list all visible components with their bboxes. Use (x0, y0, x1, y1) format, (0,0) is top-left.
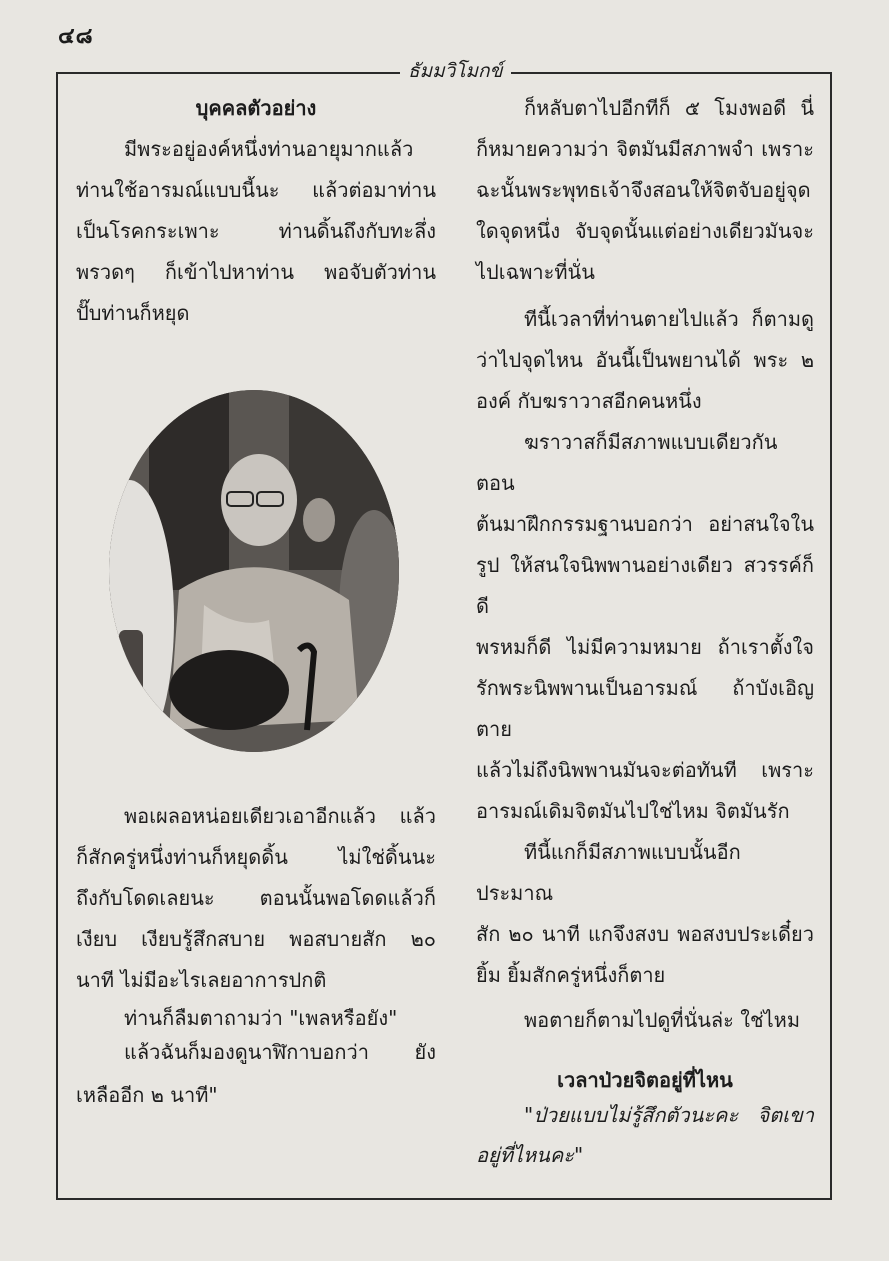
paragraph-line: เป็นโรคกระเพาะ ท่านดิ้นถึงกับทะลึ่ง (76, 219, 436, 243)
paragraph-line: ถึงกับโดดเลยนะ ตอนนั้นพอโดดแล้วก็ (76, 886, 436, 910)
paragraph-line: ทีนี้แกก็มีสภาพแบบนั้นอีกประมาณ (476, 840, 741, 905)
section-heading-example-person: บุคคลตัวอย่าง (195, 96, 317, 120)
paragraph-line: ท่านใช้อารมณ์แบบนี้นะ แล้วต่อมาท่าน (76, 178, 436, 202)
paragraph-line: ว่าไปจุดไหน อันนี้เป็นพยานได้ พระ ๒ (476, 348, 814, 372)
paragraph-line: ท่านก็ลืมตาถามว่า "เพลหรือยัง" (124, 1006, 398, 1030)
quote-line: อยู่ที่ไหนคะ" (476, 1143, 584, 1167)
paragraph-line: ต้นมาฝึกกรรมฐานบอกว่า อย่าสนใจใน (476, 512, 814, 536)
paragraph-line: ยิ้ม ยิ้มสักครู่หนึ่งก็ตาย (476, 963, 666, 987)
page-number: ๔๘ (58, 24, 94, 49)
paragraph-line: แล้วไม่ถึงนิพพานมันจะต่อทันที เพราะ (476, 758, 814, 782)
paragraph-line: มีพระอยู่องค์หนึ่งท่านอายุมากแล้ว (124, 137, 414, 161)
paragraph-line: ปั๊บท่านก็หยุด (76, 301, 190, 325)
paragraph-line: พอเผลอหน่อยเดียวเอาอีกแล้ว แล้ว (124, 804, 436, 828)
right-column (476, 88, 814, 1177)
paragraph-line: ก็สักครู่หนึ่งท่านก็หยุดดิ้น ไม่ใช่ดิ้นนะ (76, 845, 436, 869)
paragraph-line: ฉะนั้นพระพุทธเจ้าจึงสอนให้จิตจับอยู่จุด (476, 178, 811, 202)
paragraph-line: เหลืออีก ๒ นาที" (76, 1083, 218, 1107)
paragraph-line: ทีนี้เวลาที่ท่านตายไปแล้ว ก็ตามดู (524, 307, 814, 331)
paragraph-line: เงียบ เงียบรู้สึกสบาย พอสบายสัก ๒๐ (76, 927, 436, 951)
paragraph-line: องค์ กับฆราวาสอีกคนหนึ่ง (476, 389, 702, 413)
monk-photograph (109, 390, 399, 752)
paragraph-line: ก็หลับตาไปอีกทีก็ ๕ โมงพอดี นี่ (524, 96, 814, 120)
photo-illustration (109, 390, 399, 752)
left-column-bottom (76, 796, 436, 1121)
paragraph-line: อารมณ์เดิมจิตมันไปใช่ไหม จิตมันรัก (476, 799, 790, 823)
paragraph-line: นาที ไม่มีอะไรเลยอาการปกติ (76, 968, 327, 992)
paragraph-line: พรหมก็ดี ไม่มีความหมาย ถ้าเราตั้งใจ (476, 635, 814, 659)
paragraph-line: สัก ๒๐ นาที แกจึงสงบ พอสงบประเดี๋ยว (476, 922, 814, 946)
left-column-top (76, 88, 436, 334)
paragraph-line: แล้วฉันก็มองดูนาฬิกาบอกว่า ยัง (124, 1040, 436, 1064)
paragraph-line: ไปเฉพาะที่นั่น (476, 260, 595, 284)
quote-line: "ป่วยแบบไม่รู้สึกตัวนะคะ จิตเขา (524, 1103, 814, 1127)
paragraph-line: พอตายก็ตามไปดูที่นั่นล่ะ ใช่ไหม (524, 1008, 801, 1032)
book-title: ธัมมวิโมกข์ (400, 56, 511, 86)
paragraph-line: ฆราวาสก็มีสภาพแบบเดียวกัน ตอน (476, 430, 778, 495)
paragraph-line: ก็หมายความว่า จิตมันมีสภาพจำ เพราะ (476, 137, 814, 161)
section-heading-illness: เวลาป่วยจิตอยู่ที่ไหน (557, 1068, 733, 1092)
paragraph-line: รักพระนิพพานเป็นอารมณ์ ถ้าบังเอิญตาย (476, 676, 814, 741)
paragraph-line: พรวดๆ ก็เข้าไปหาท่าน พอจับตัวท่าน (76, 260, 436, 284)
paragraph-line: รูป ให้สนใจนิพพานอย่างเดียว สวรรค์ก็ดี (476, 553, 814, 618)
paragraph-line: ใดจุดหนึ่ง จับจุดนั้นแต่อย่างเดียวมันจะ (476, 219, 814, 243)
